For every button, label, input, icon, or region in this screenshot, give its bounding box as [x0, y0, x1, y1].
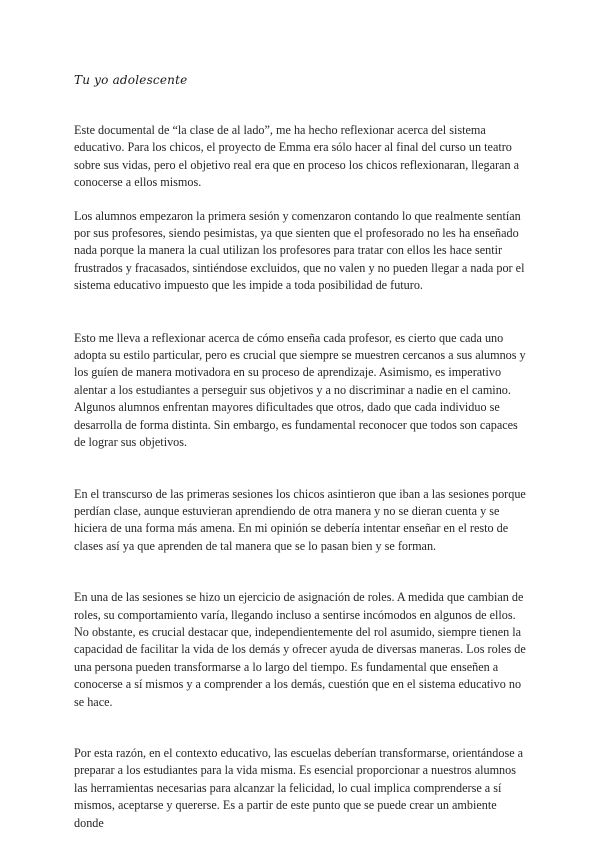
paragraph-3: Esto me lleva a reflexionar acerca de cómo enseña cada profesor, es cierto que cada uno adopta su estilo particular, pero es crucial que siempre se muestren cercanos a sus alumnos y los guíen de manera motivadora en su proceso de aprendizaje. Asimismo, es imperativo alentar a los estudiantes a perseguir sus objetivos y a no discriminar a nadie en el camino. Algunos alumnos enfrentan mayores dificultades que otros, dado que cada individuo se desarrolla de forma distinta. Sin embargo, es fundamental reconocer que todos son capaces de lograr sus objetivos. [74, 330, 526, 450]
paragraph-5: En una de las sesiones se hizo un ejercicio de asignación de roles. A medida que cambian de roles, su comportamiento varía, llegando incluso a sentirse incómodos en algunos de ellos. No obstante, es crucial destacar que, independientemente del rol asumido, siempre tienen la capacidad de facilitar la vida de los demás y ofrecer ayuda de diversas maneras. Los roles de una persona pueden transformarse a lo largo del tiempo. Es fundamental que enseñen a conocerse a sí mismos y a comprender a los demás, cuestión que en el sistema educativo no se hace. [74, 590, 526, 709]
document-title: Tu yo adolescente [74, 73, 188, 87]
paragraph-2: Los alumnos empezaron la primera sesión y comenzaron contando lo que realmente sentían por sus profesores, siendo pesimistas, ya que sienten que el profesorado no les ha enseñado nada porque la manera la cual utilizan los profesores para tratar con ellos les hace sentir frustrados y fracasados, sintiéndose excluidos, que no valen y no pueden llegar a nada por el sistema educativo impuesto que les impide a toda posibilidad de futuro. [74, 208, 525, 293]
paragraph-1: Este documental de “la clase de al lado”, me ha hecho reflexionar acerca del sistema educativo. Para los chicos, el proyecto de Emma era sólo hacer al final del curso un teatro sobre sus vidas, pero el objetivo real era que en proceso los chicos reflexionaran, llegaran a conocerse a ellos mismos. [74, 123, 520, 190]
document-body [74, 122, 526, 832]
paragraph-6: Por esta razón, en el contexto educativo, las escuelas deberían transformarse, orientándose a preparar a los estudiantes para la vida misma. Es esencial proporcionar a nuestros alumnos las herramientas necesarias para alcanzar la felicidad, lo cual implica comprenderse a sí mismos, aceptarse y quererse. Es a partir de este punto que se puede crear un ambiente donde [74, 745, 524, 830]
paragraph-4: En el transcurso de las primeras sesiones los chicos asintieron que iban a las sesiones porque perdían clase, aunque estuvieran aprendiendo de otra manera y no se dieran cuenta y se hiciera de una forma más amena. En mi opinión se debería intentar enseñar en el resto de clases así ya que aprenden de tal manera que se lo pasan bien y se forman. [74, 486, 526, 553]
